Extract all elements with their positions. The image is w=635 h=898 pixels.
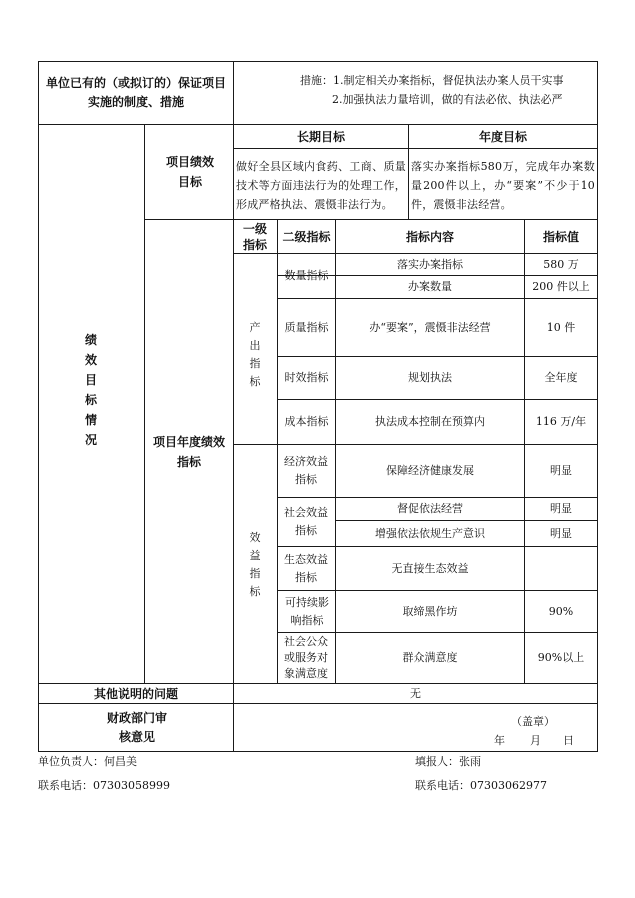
- header-level2: 二级指标: [282, 229, 331, 244]
- date-year: 年: [494, 734, 505, 747]
- value-row-2: 200 件以上: [532, 280, 590, 293]
- measures-line1: 措施：1.制定相关办案指标，督促执法办案人员干实事: [300, 74, 564, 87]
- content-row-3: 办“要案”，震慑非法经营: [369, 320, 491, 334]
- value-row-6: 明显: [550, 464, 572, 477]
- date-month: 月: [530, 734, 541, 747]
- value-row-8: 明显: [550, 526, 572, 540]
- level2-social: 社会效益指标: [284, 506, 328, 537]
- content-row-10: 取缔黑作坊: [402, 604, 458, 618]
- line-label-col: [233, 61, 234, 125]
- value-row-5: 116 万/年: [535, 415, 587, 428]
- value-row-1: 580 万: [543, 257, 579, 271]
- line-table-bottom: [38, 751, 598, 752]
- annual-indicators-label: 项目年度绩效指标: [152, 435, 225, 469]
- value-row-3: 10 件: [546, 320, 576, 334]
- content-row-9: 无直接生态效益: [391, 561, 469, 575]
- content-row-6: 保障经济健康发展: [386, 464, 474, 477]
- long-term-text: 做好全县区域内食药、工商、质量技术等方面违法行为的处理工作，形成严格执法、震慑非法行为。: [236, 160, 406, 211]
- content-row-5: 执法成本控制在预算内: [375, 415, 485, 428]
- header-value: 指标值: [542, 229, 579, 244]
- long-term-header: 长期目标: [296, 129, 345, 144]
- phone-left: 联系电话：07303058999: [38, 779, 170, 792]
- seal-note: （盖章）: [511, 715, 555, 728]
- line-right: [597, 61, 598, 752]
- other-label: 其他说明的问题: [93, 686, 178, 701]
- annual-text: 落实办案指标580万，完成年办案数量200件以上，办“要案”不少于10件，震慑非法经营。: [411, 160, 595, 211]
- measures-line2: 2.加强执法力量培训，做的有法必依、执法必严: [332, 93, 563, 106]
- level2-ecological: 生态效益指标: [284, 552, 328, 584]
- finance-label: 财政部门审核意见: [106, 711, 167, 744]
- unit-head: 单位负责人：何昌美: [38, 755, 137, 768]
- header-content: 指标内容: [405, 229, 454, 244]
- content-row-8: 增强依法依规生产意识: [375, 526, 485, 540]
- other-value: 无: [410, 686, 421, 700]
- value-row-10: 90%: [548, 604, 574, 618]
- line-goal-col: [233, 124, 234, 704]
- date-day: 日: [563, 734, 574, 747]
- level2-timeliness: 时效指标: [284, 371, 329, 384]
- header-level1: 一级指标: [242, 221, 267, 252]
- line-finance-col: [233, 703, 234, 752]
- filler: 填报人：张雨: [415, 755, 481, 768]
- section-label: 绩效目标情况: [84, 333, 97, 447]
- content-row-11: 群众满意度: [402, 651, 458, 664]
- project-goal-label: 项目绩效目标: [165, 155, 214, 189]
- level2-satisfaction: 社会公众或服务对象满意度: [284, 635, 328, 680]
- phone-right: 联系电话：07303062977: [415, 779, 547, 792]
- level2-cost: 成本指标: [284, 415, 329, 428]
- value-row-7: 明显: [550, 502, 572, 515]
- level2-sustainable: 可持续影响指标: [285, 595, 329, 627]
- level2-quantity: 数量指标: [284, 269, 329, 282]
- level2-quality: 质量指标: [284, 320, 329, 334]
- content-row-2: 办案数量: [408, 280, 452, 293]
- content-row-1: 落实办案指标: [397, 257, 463, 271]
- annual-header: 年度目标: [478, 129, 527, 144]
- line-goal-header: [233, 148, 598, 149]
- content-row-4: 规划执法: [408, 371, 452, 384]
- value-row-9: [525, 547, 597, 590]
- level2-economic: 经济效益指标: [284, 455, 328, 486]
- content-row-7: 督促依法经营: [397, 502, 463, 515]
- line-left: [38, 61, 39, 752]
- measures-label: 单位已有的（或拟订的）保证项目实施的制度、措施: [45, 76, 226, 109]
- line-top: [38, 61, 598, 62]
- value-row-11: 90%以上: [537, 651, 585, 664]
- output-indicator-label: 产出指标: [249, 321, 261, 388]
- value-row-4: 全年度: [544, 371, 578, 384]
- benefit-indicator-label: 效益指标: [249, 531, 261, 598]
- line-other-bottom: [38, 703, 598, 704]
- line-section-col: [144, 124, 145, 684]
